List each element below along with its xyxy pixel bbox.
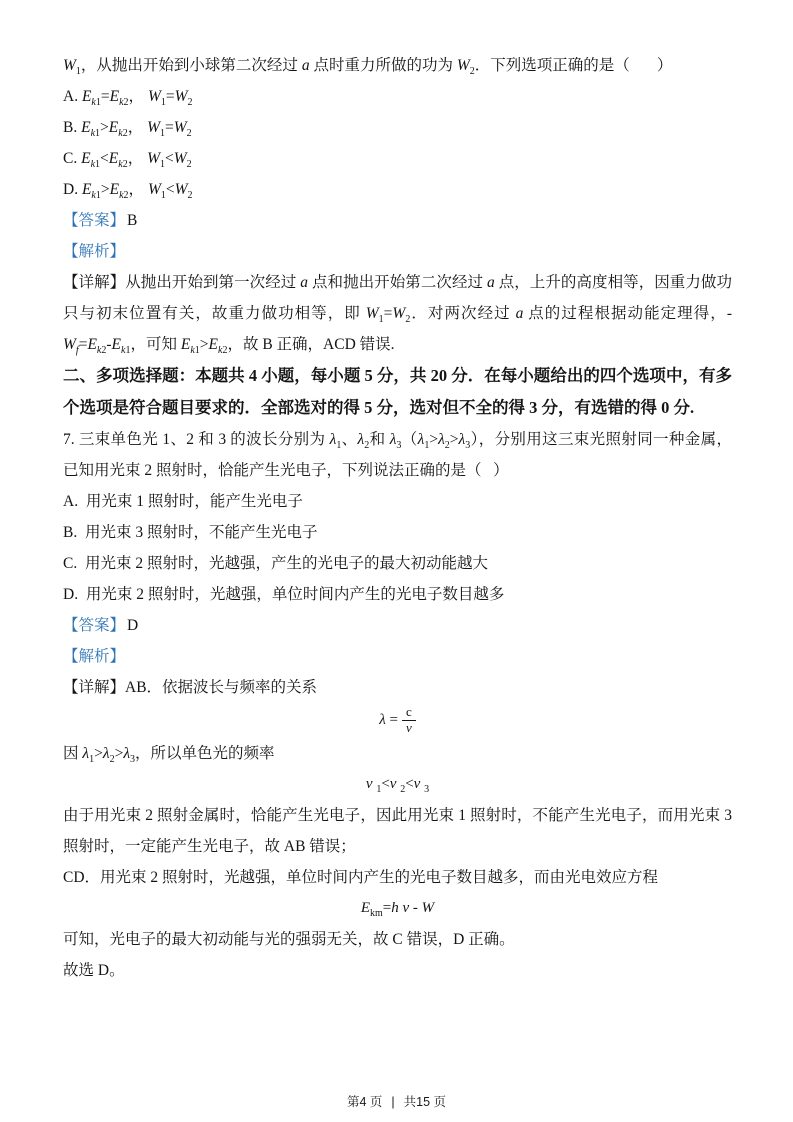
q6-answer-value: B: [127, 212, 138, 229]
footer-current-page: 第4 页: [346, 1095, 383, 1109]
q6-option-a: A. $E_{k1}=E_{k2}$， $W_1=W_2$: [63, 88, 193, 109]
answer-label: 【答案】: [63, 617, 126, 634]
fraction-numerator: c: [402, 705, 416, 721]
q6-stem-continuation: $W_1$，从抛出开始到小球第二次经过 a 点时重力所做的功为 $W_2$．下列选项正确的是（ ）: [63, 57, 673, 78]
formula-wavelength-frequency: [63, 703, 732, 738]
q6-answer-line: [63, 205, 732, 236]
q6-option-d: D. $E_{k1}>E_{k2}$， $W_1<W_2$: [63, 181, 193, 202]
q7-conclusion: 可知，光电子的最大初动能与光的强弱无关，故 C 错误，D 正确。: [63, 930, 515, 948]
footer-separator: |: [391, 1095, 395, 1109]
answer-label: 【答案】: [63, 212, 126, 229]
formula-frequency-order: ν $_1$<ν $_2$<ν $_3$: [365, 775, 430, 795]
formula-lhs: λ =: [379, 711, 398, 728]
page-footer: [0, 1092, 793, 1110]
q7-option-a: A. 用光束 1 照射时，能产生光电子: [63, 493, 303, 510]
q6-detail-paragraph: 【详解】从抛出开始到第一次经过 a 点和抛出开始第二次经过 a 点，上升的高度相等，因重力做功只与初末位置有关，故重力做功相等，即 $W_1=W_2$．对两次经过 a 点的过程根据动能定理得，$-W_f=E_{k2}-E_{k1}$，可知 $E_{k1}>E_{k2}$，故 B 正确，ACD 错误.: [63, 274, 732, 357]
analysis-label: 【解析】: [63, 648, 126, 665]
fraction: [402, 705, 416, 736]
q7-paragraph-cd: CD．用光束 2 照射时，光越强，单位时间内产生的光电子数目越多，而由光电效应方程: [63, 868, 659, 886]
q7-frequency-reason: 因 $\lambda_1>\lambda_2>\lambda_3$，所以单色光的频率: [63, 744, 275, 765]
fraction-denominator: ν: [405, 719, 412, 735]
q7-answer-value: D: [127, 617, 139, 634]
q7-paragraph-ab: 由于用光束 2 照射金属时，恰能产生光电子，因此用光束 1 照射时，不能产生光电子，而用光束 3 照射时，一定能产生光电子，故 AB 错误；: [63, 806, 732, 855]
formula-photoelectric-equation: $E_{km}=h$ ν - W: [360, 899, 435, 919]
section-2-header: 二、多项选择题：本题共 4 小题，每小题 5 分，共 20 分．在每小题给出的四个选项中，有多个选项是符合题目要求的．全部选对的得 5 分，选对但不全的得 3 分，有选错的得 0 分.: [63, 366, 732, 417]
q7-option-b: B. 用光束 3 照射时，不能产生光电子: [63, 524, 318, 541]
q7-detail-intro: 【详解】AB．依据波长与频率的关系: [63, 679, 318, 696]
q7-option-c: C. 用光束 2 照射时，光越强，产生的光电子的最大初动能越大: [63, 555, 488, 572]
q7-stem: 7. 三束单色光 1、2 和 3 的波长分别为 $\lambda_1$、$\lambda_2$和 $\lambda_3(\lambda_1>\lambda_2>\lambda_3)$，分别用这三束光照射同一种金属，已知用光束 2 照射时，恰能产生光电子，下列说法正确的是（ ）: [63, 431, 732, 479]
q6-option-c: C. $E_{k1}<E_{k2}$， $W_1<W_2$: [63, 150, 192, 171]
q7-option-d: D. 用光束 2 照射时，光越强，单位时间内产生的光电子数目越多: [63, 586, 505, 603]
page-content: [63, 50, 732, 986]
q6-option-b: B. $E_{k1}>E_{k2}$， $W_1=W_2$: [63, 119, 192, 140]
q6-analysis-line: [63, 236, 732, 267]
q7-answer-line: [63, 610, 732, 641]
q7-analysis-line: [63, 641, 732, 672]
footer-total-pages: 共15 页: [403, 1095, 447, 1109]
analysis-label: 【解析】: [63, 243, 126, 260]
q7-final-answer: 故选 D。: [63, 961, 125, 979]
